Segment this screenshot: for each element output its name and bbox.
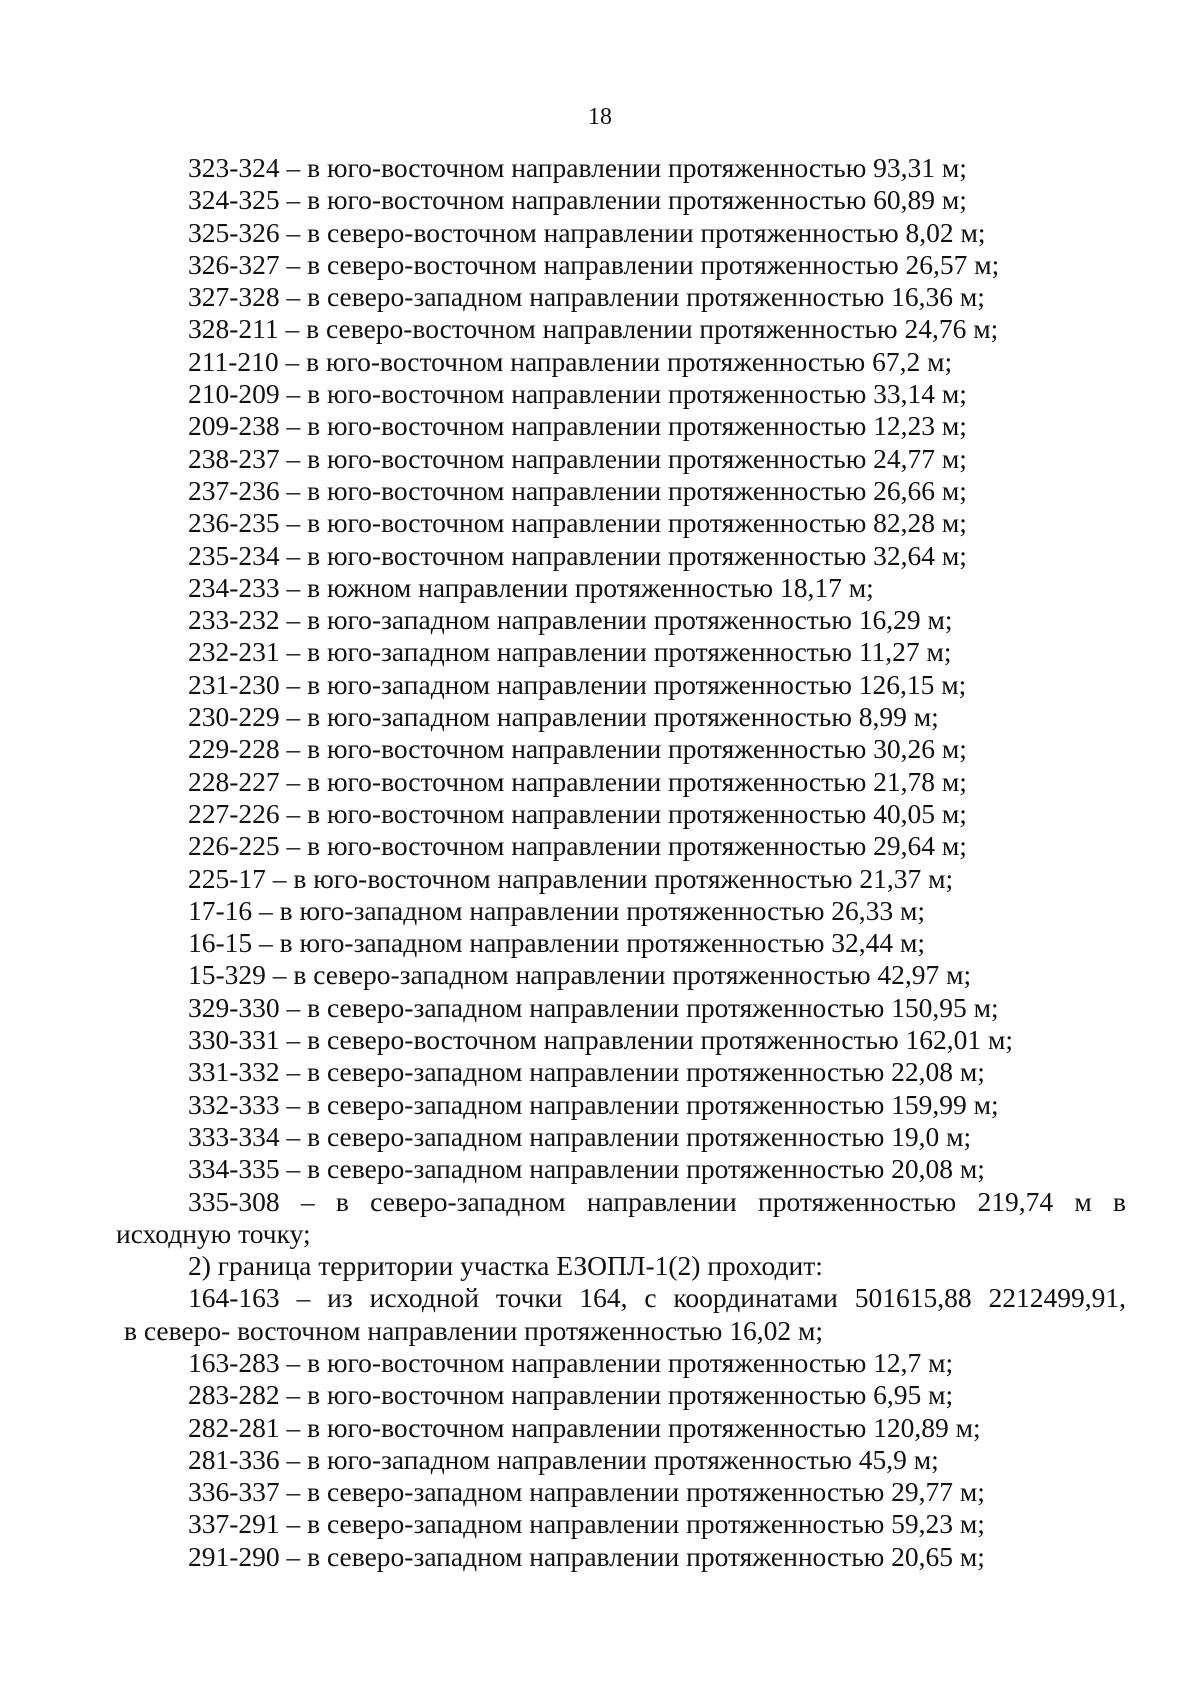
boundary-line: 291-290 – в северо-западном направлении протяженностью 20,65 м; bbox=[188, 1540, 985, 1572]
boundary-line: 329-330 – в северо-западном направлении протяженностью 150,95 м; bbox=[188, 991, 999, 1023]
boundary-line: 336-337 – в северо-западном направлении протяженностью 29,77 м; bbox=[188, 1476, 985, 1508]
boundary-line: 332-333 – в северо-западном направлении протяженностью 159,99 м; bbox=[188, 1088, 999, 1120]
boundary-line: 225-17 – в юго-восточном направлении протяженностью 21,37 м; bbox=[188, 862, 954, 894]
boundary-line: 324-325 – в юго-восточном направлении протяженностью 60,89 м; bbox=[188, 184, 967, 216]
boundary-line: 232-231 – в юго-западном направлении протяженностью 11,27 м; bbox=[188, 636, 952, 668]
boundary-line: 337-291 – в северо-западном направлении протяженностью 59,23 м; bbox=[188, 1508, 985, 1540]
boundary-line: 281-336 – в юго-западном направлении протяженностью 45,9 м; bbox=[188, 1443, 939, 1475]
boundary-line: 15-329 – в северо-западном направлении протяженностью 42,97 м; bbox=[188, 959, 972, 991]
boundary-line: 210-209 – в юго-восточном направлении протяженностью 33,14 м; bbox=[188, 378, 967, 410]
boundary-line: 235-234 – в юго-восточном направлении протяженностью 32,64 м; bbox=[188, 539, 967, 571]
boundary-line: 234-233 – в южном направлении протяженностью 18,17 м; bbox=[188, 571, 874, 603]
boundary-line: 334-335 – в северо-западном направлении протяженностью 20,08 м; bbox=[188, 1153, 985, 1185]
boundary-line: 230-229 – в юго-западном направлении протяженностью 8,99 м; bbox=[188, 701, 939, 733]
boundary-line: 226-225 – в юго-восточном направлении протяженностью 29,64 м; bbox=[188, 830, 967, 862]
boundary-line: 323-324 – в юго-восточном направлении протяженностью 93,31 м; bbox=[188, 152, 967, 183]
document-body bbox=[116, 152, 1126, 1573]
boundary-line: 231-230 – в юго-западном направлении протяженностью 126,15 м; bbox=[188, 668, 967, 700]
boundary-line: 227-226 – в юго-восточном направлении протяженностью 40,05 м; bbox=[188, 797, 967, 829]
boundary-line: 236-235 – в юго-восточном направлении протяженностью 82,28 м; bbox=[188, 507, 967, 539]
boundary-line: 330-331 – в северо-восточном направлении протяженностью 162,01 м; bbox=[188, 1024, 1014, 1056]
boundary-line: 282-281 – в юго-восточном направлении протяженностью 120,89 м; bbox=[188, 1411, 981, 1443]
boundary-line: 328-211 – в северо-восточном направлении протяженностью 24,76 м; bbox=[188, 313, 999, 345]
boundary-line: 228-227 – в юго-восточном направлении протяженностью 21,78 м; bbox=[188, 765, 967, 797]
boundary-line: 229-228 – в юго-восточном направлении протяженностью 30,26 м; bbox=[188, 733, 967, 765]
page-number: 18 bbox=[588, 104, 612, 130]
boundary-line: 238-237 – в юго-восточном направлении протяженностью 24,77 м; bbox=[188, 442, 967, 474]
boundary-line: 233-232 – в юго-западном направлении протяженностью 16,29 м; bbox=[188, 604, 953, 636]
boundary-line: 331-332 – в северо-западном направлении протяженностью 22,08 м; bbox=[188, 1056, 985, 1088]
boundary-line: 333-334 – в северо-западном направлении протяженностью 19,0 м; bbox=[188, 1120, 972, 1152]
boundary-line: 283-282 – в юго-восточном направлении протяженностью 6,95 м; bbox=[188, 1379, 954, 1411]
boundary-line: 209-238 – в юго-восточном направлении протяженностью 12,23 м; bbox=[188, 410, 967, 442]
boundary-line: 163-283 – в юго-восточном направлении протяженностью 12,7 м; bbox=[188, 1346, 954, 1378]
boundary-line: 237-236 – в юго-восточном направлении протяженностью 26,66 м; bbox=[188, 474, 967, 506]
boundary-line-justified: 335-308 – в северо-западном направлении протяженностью 219,74 м в bbox=[188, 1185, 1126, 1217]
boundary-line: 17-16 – в юго-западном направлении протяженностью 26,33 м; bbox=[188, 894, 926, 926]
boundary-line: 326-327 – в северо-восточном направлении протяженностью 26,57 м; bbox=[188, 248, 1000, 280]
boundary-line: 327-328 – в северо-западном направлении протяженностью 16,36 м; bbox=[188, 281, 985, 313]
boundary-line-continuation: в северо- восточном направлении протяженностью 16,02 м; bbox=[124, 1314, 824, 1346]
boundary-line: 16-15 – в юго-западном направлении протяженностью 32,44 м; bbox=[188, 927, 926, 959]
boundary-line: 325-326 – в северо-восточном направлении протяженностью 8,02 м; bbox=[188, 216, 986, 248]
boundary-line-continuation: исходную точку; bbox=[116, 1217, 311, 1249]
boundary-line-justified: 164-163 – из исходной точки 164, с координатами 501615,88 2212499,91, bbox=[188, 1282, 1126, 1314]
section-heading: 2) граница территории участка ЕЗОПЛ-1(2) проходит: bbox=[188, 1250, 823, 1282]
boundary-line: 211-210 – в юго-восточном направлении протяженностью 67,2 м; bbox=[188, 345, 953, 377]
